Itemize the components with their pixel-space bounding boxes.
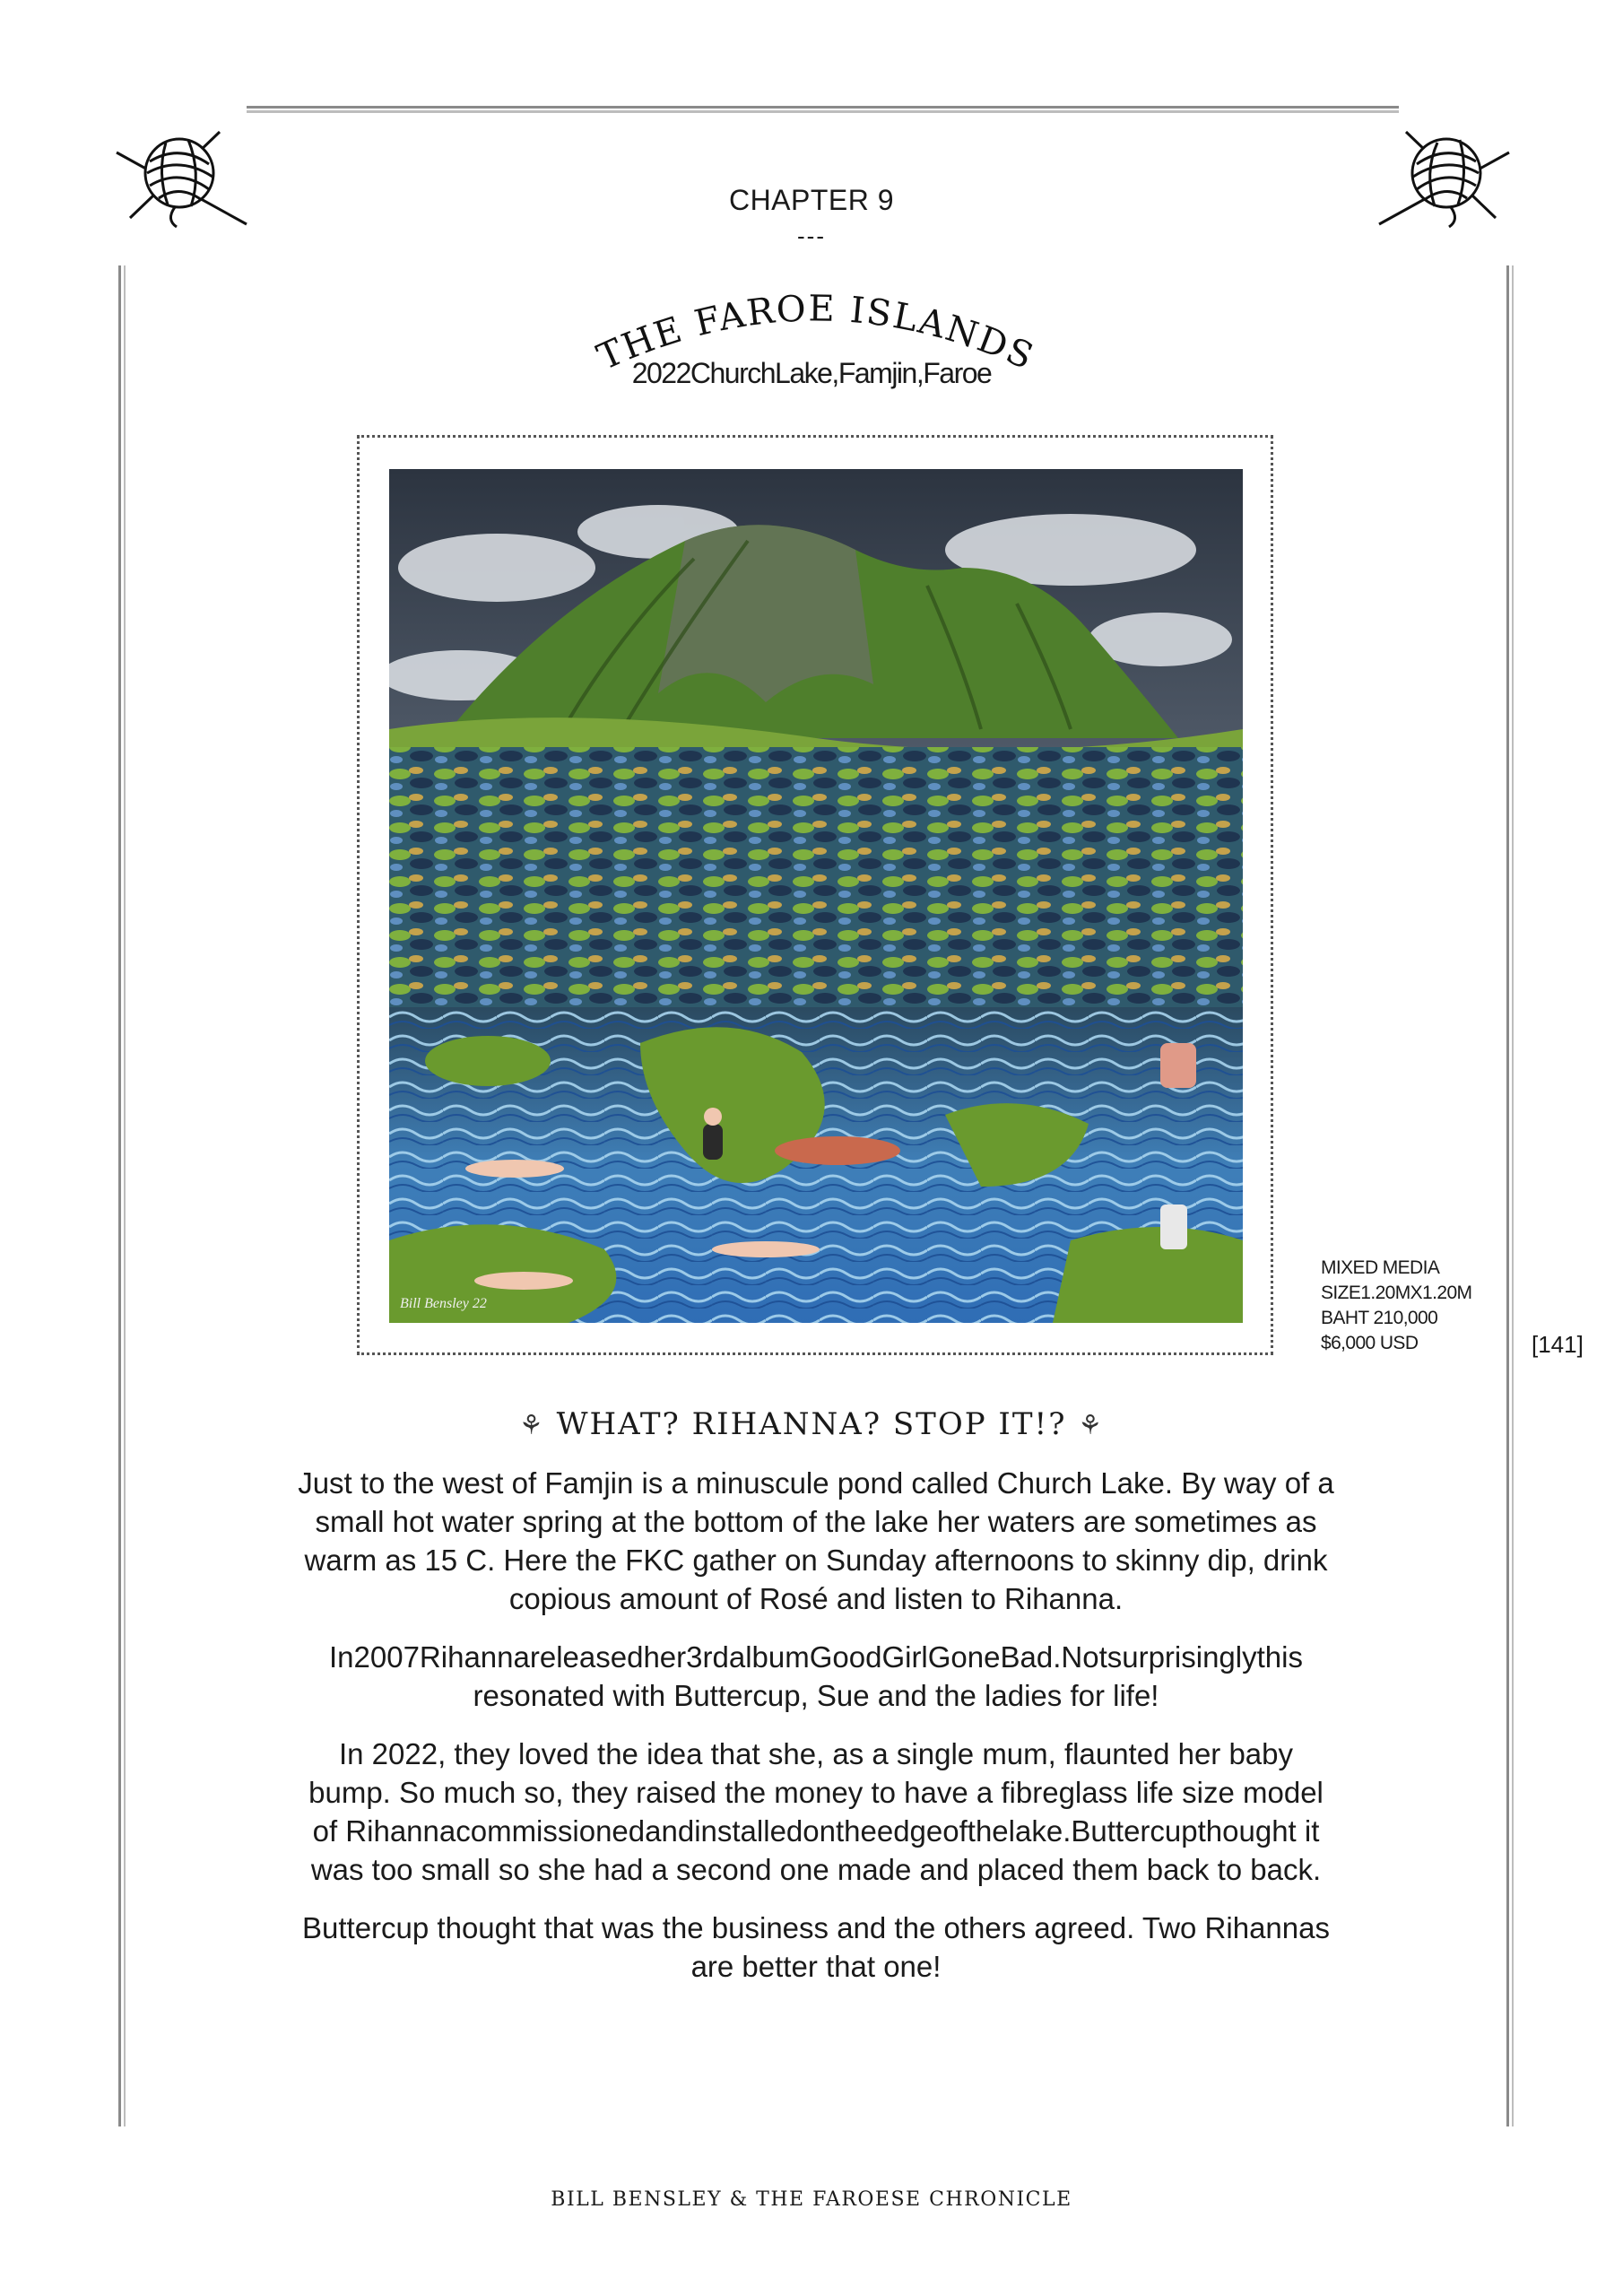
right-border-rule	[1506, 265, 1514, 2126]
chapter-divider: ---	[797, 222, 826, 249]
body-text	[296, 1464, 1336, 2005]
artwork-price-baht: BAHT 210,000	[1321, 1308, 1438, 1328]
flower-ornament-icon: ⚘	[1078, 1410, 1105, 1441]
artwork-size: SIZE1.20MX1.20M	[1321, 1283, 1472, 1303]
paragraph: In2007Rihannareleasedher3rdalbumGoodGirlGoneBad.Notsurprisinglythis resonated with Buttercup, Sue and the ladies for life!	[329, 1640, 1303, 1712]
page-subtitle: 2022ChurchLake,Famjin,Faroe	[631, 357, 992, 389]
top-double-rule	[247, 106, 1399, 113]
chapter-label: CHAPTER 9	[728, 184, 895, 216]
flower-ornament-icon: ⚘	[518, 1410, 545, 1441]
paragraph: Just to the west of Famjin is a minuscule pond called Church Lake. By way of a small hot water spring at the bottom of the lake her waters are sometimes as warm as 15 C. Here the FKC gather on Sunday afternoons to skinny dip, drink copious amount of Rosé and listen to Rihanna.	[298, 1466, 1334, 1615]
painting-signature: Bill Bensley 22	[400, 1296, 487, 1311]
left-border-rule	[118, 265, 126, 2126]
section-heading-text: WHAT? RIHANNA? STOP IT!?	[556, 1406, 1067, 1442]
artwork-price-usd: $6,000 USD	[1321, 1333, 1419, 1353]
artwork-details	[1321, 1256, 1471, 1356]
paragraph: Buttercup thought that was the business and the others agreed. Two Rihannas are better that one!	[302, 1911, 1330, 1983]
painting-image	[389, 469, 1243, 1323]
svg-text:THE FAROE ISLANDS: THE FAROE ISLANDS	[591, 288, 1041, 379]
section-heading	[0, 1406, 1623, 1442]
paragraph: In 2022, they loved the idea that she, as a single mum, flaunted her baby bump. So much so, they raised the money to have a fibreglass life size model of Rihannacommissionedandinstalledontheedgeofthelake.Buttercupthought it was too small so she had a second one made and placed them back to back.	[308, 1737, 1324, 1886]
artwork-medium: MIXED MEDIA	[1321, 1257, 1440, 1278]
page-number: [141]	[1532, 1331, 1584, 1358]
footer-running-title: BILL BENSLEY & THE FAROESE CHRONICLE	[551, 2188, 1072, 2211]
